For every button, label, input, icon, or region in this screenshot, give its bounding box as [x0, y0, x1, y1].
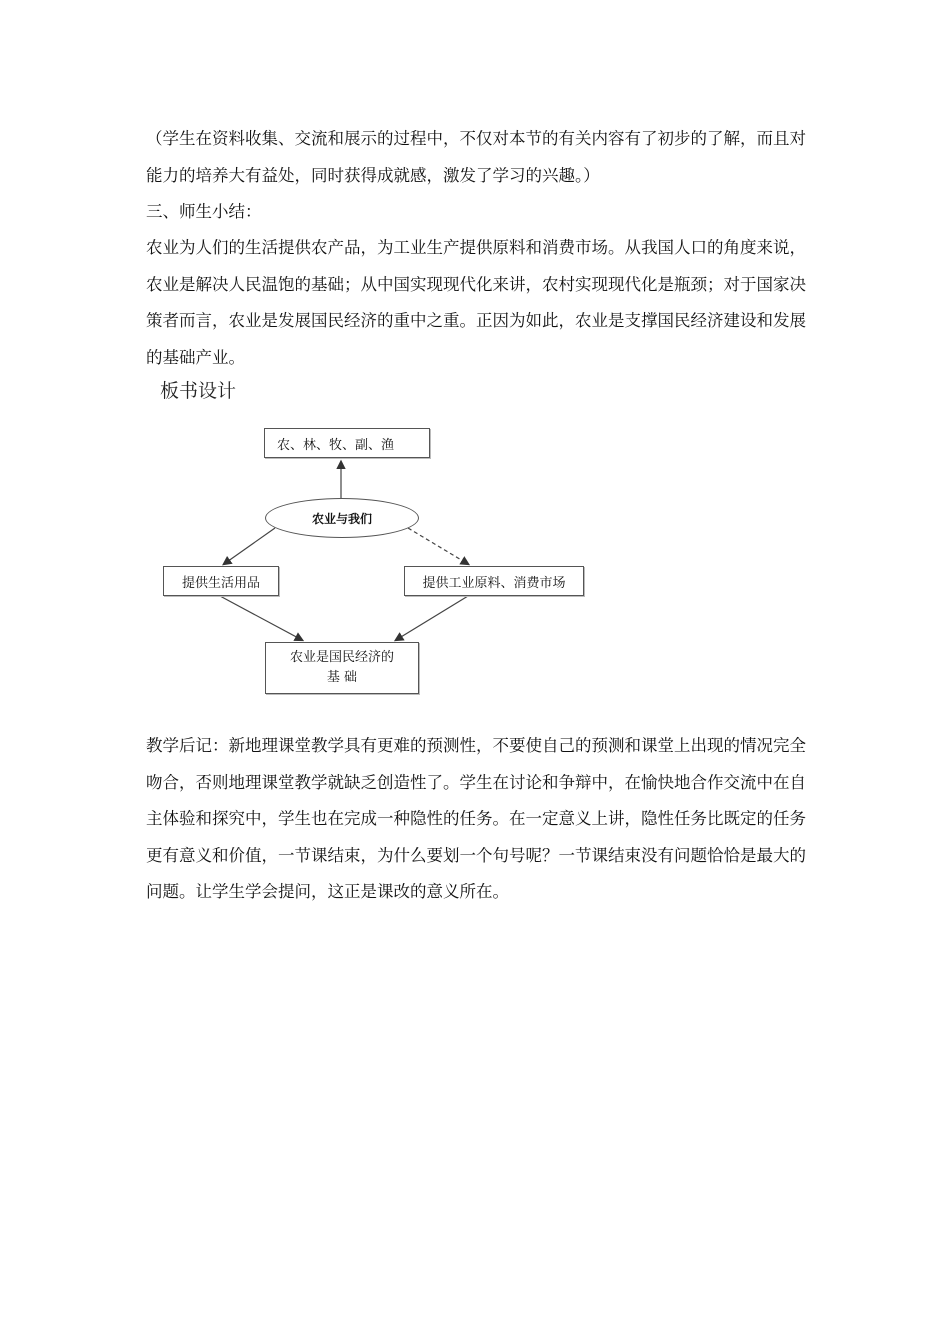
arrow-right-to-bottom — [396, 596, 468, 640]
box-industrial-materials-market: 提供工业原料、消费市场 — [404, 566, 584, 596]
paragraph-student-activity: （学生在资料收集、交流和展示的过程中，不仅对本节的有关内容有了初步的了解，而且对能力的培养大有益处，同时获得成就感，激发了学习的兴趣。） — [146, 129, 806, 185]
arrow-center-to-left — [224, 528, 275, 564]
box-agriculture-sectors: 农、林、牧、副、渔 — [264, 428, 430, 458]
paragraph-summary: 农业为人们的生活提供农产品，为工业生产提供原料和消费市场。从我国人口的角度来说，农业是解决人民温饱的基础；从中国实现现代化来讲，农村实现现代化是瓶颈；对于国家决策者而言，农业是发展国民经济的重中之重。正因为如此，农业是支撑国民经济建设和发展的基础产业。 — [146, 238, 806, 367]
ellipse-agriculture-and-us: 农业与我们 — [265, 498, 419, 538]
box-foundation-line1: 农业是国民经济的 — [289, 650, 394, 665]
arrow-center-to-right — [408, 528, 468, 564]
arrow-left-to-bottom — [220, 596, 302, 640]
box-foundation-line2: 基 础 — [326, 670, 358, 685]
box-economic-foundation — [265, 642, 419, 694]
box-daily-goods: 提供生活用品 — [163, 566, 279, 596]
section-heading-summary: 三、师生小结： — [146, 202, 262, 221]
board-design-title: 板书设计 — [160, 380, 237, 402]
paragraph-teaching-reflection: 教学后记：新地理课堂教学具有更难的预测性，不要使自己的预测和课堂上出现的情况完全吻合，否则地理课堂教学就缺乏创造性了。学生在讨论和争辩中，在愉快地合作交流中在自主体验和探究中，学生也在完成一种隐性的任务。在一定意义上讲，隐性任务比既定的任务更有意义和价值，一节课结束，为什么要划一个句号呢？一节课结束没有问题恰恰是最大的问题。让学生学会提问，这正是课改的意义所在。 — [146, 736, 806, 901]
